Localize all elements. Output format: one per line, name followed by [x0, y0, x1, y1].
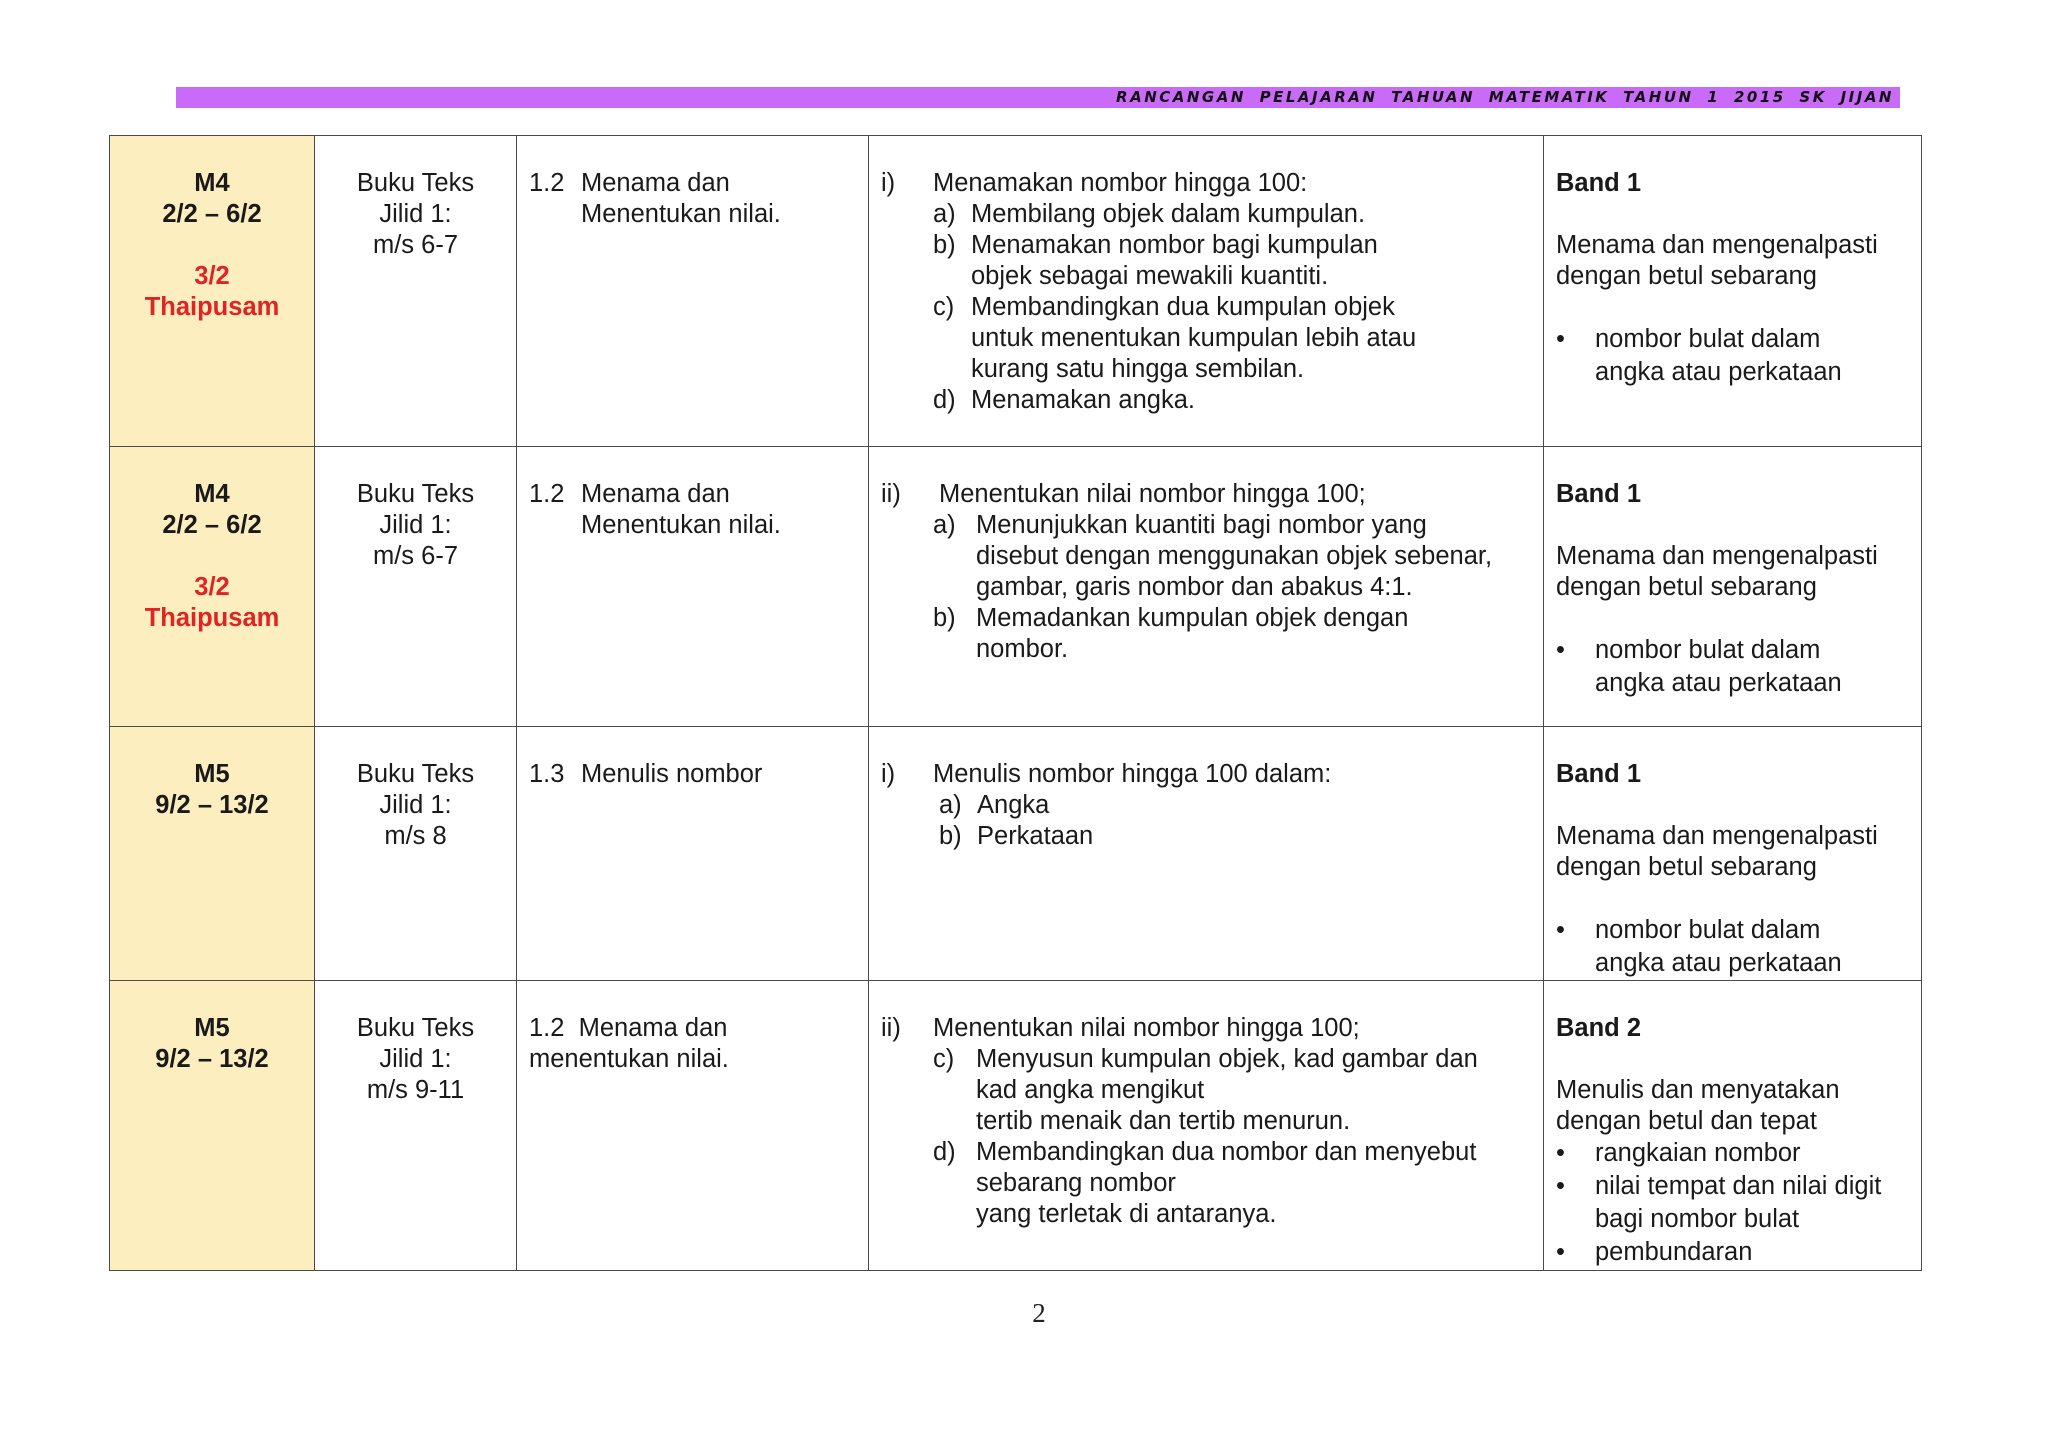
objective-cell	[869, 981, 1544, 1271]
week-dates: 2/2 – 6/2	[162, 511, 262, 539]
band-cell	[1544, 136, 1922, 447]
objective-letter: a)	[939, 791, 962, 819]
book-line: m/s 8	[384, 822, 447, 850]
objective-cell	[869, 727, 1544, 981]
bullet-icon: •	[1556, 916, 1565, 944]
standard-line: Menama dan	[581, 169, 730, 197]
book-line: Buku Teks	[356, 1014, 475, 1042]
objective-line: Menamakan angka.	[971, 386, 1195, 414]
objective-line: Membilang objek dalam kumpulan.	[971, 200, 1366, 228]
table-row	[110, 727, 1922, 981]
standard-line: menentukan nilai.	[529, 1045, 729, 1073]
book-line: m/s 6-7	[372, 542, 459, 570]
band-bullet	[1556, 1170, 1909, 1236]
header-bar	[176, 87, 1900, 108]
bullet-icon: •	[1556, 1139, 1565, 1167]
week-dates: 9/2 – 13/2	[155, 1045, 269, 1073]
table-row	[110, 136, 1922, 447]
standard-number: 1.2	[529, 480, 565, 508]
objective-line: kad angka mengikut	[976, 1076, 1205, 1104]
objective-line: yang terletak di antaranya.	[976, 1200, 1277, 1228]
standard-line: Menama dan	[578, 1014, 728, 1042]
week-cell	[110, 447, 315, 727]
objective-title: Menulis nombor hingga 100 dalam:	[933, 760, 1332, 788]
objective-letter: b)	[939, 822, 962, 850]
standard-cell	[517, 447, 869, 727]
book-line: Jilid 1:	[379, 1045, 452, 1073]
band-description: dengan betul sebarang	[1556, 853, 1817, 881]
band-title: Band 2	[1556, 1014, 1642, 1042]
objective-line: Membandingkan dua nombor dan menyebut	[976, 1138, 1477, 1166]
objective-title: Menamakan nombor hingga 100:	[933, 169, 1308, 197]
band-bullet	[1556, 1236, 1909, 1269]
week-label: M4	[194, 169, 230, 197]
book-line: Jilid 1:	[379, 511, 452, 539]
objective-line: Perkataan	[977, 822, 1094, 850]
holiday-name: Thaipusam	[144, 293, 280, 321]
holiday-date: 3/2	[194, 573, 230, 601]
book-line: Jilid 1:	[379, 200, 452, 228]
book-cell	[315, 136, 517, 447]
band-bullet	[1556, 914, 1909, 980]
bullet-icon: •	[1556, 636, 1565, 664]
objective-item	[933, 1044, 1531, 1137]
book-line: Buku Teks	[356, 760, 475, 788]
band-cell	[1544, 727, 1922, 981]
objective-numeral: i)	[881, 760, 896, 788]
objective-item	[933, 199, 1531, 230]
standard-number: 1.2	[529, 1014, 565, 1042]
objective-line: Angka	[977, 791, 1050, 819]
band-bullet-line: bagi nombor bulat	[1595, 1205, 1800, 1233]
standard-line: Menentukan nilai.	[581, 200, 781, 228]
objective-line: untuk menentukan kumpulan lebih atau	[971, 324, 1417, 352]
standard-number: 1.2	[529, 169, 565, 197]
table-row	[110, 981, 1922, 1271]
page-number: 2	[1032, 1298, 1046, 1328]
book-line: Buku Teks	[356, 480, 475, 508]
book-line: Buku Teks	[356, 169, 475, 197]
objective-item	[933, 292, 1531, 385]
header-title: RANCANGAN PELAJARAN TAHUAN MATEMATIK TAHUN 1 2015 SK JIJAN	[1116, 88, 1894, 106]
objective-cell	[869, 447, 1544, 727]
objective-title: Menentukan nilai nombor hingga 100;	[939, 480, 1366, 508]
objective-item	[933, 230, 1531, 292]
week-cell	[110, 981, 315, 1271]
objective-item	[933, 510, 1531, 603]
band-description: Menulis dan menyatakan	[1556, 1076, 1840, 1104]
band-title: Band 1	[1556, 169, 1642, 197]
objective-item	[933, 1137, 1531, 1230]
week-dates: 9/2 – 13/2	[155, 791, 269, 819]
band-bullet-line: nilai tempat dan nilai digit	[1595, 1172, 1882, 1200]
objective-title: Menentukan nilai nombor hingga 100;	[933, 1014, 1360, 1042]
book-line: m/s 9-11	[366, 1076, 465, 1104]
objective-line: sebarang nombor	[976, 1169, 1176, 1197]
band-bullet-line: angka atau perkataan	[1595, 358, 1842, 386]
band-description: dengan betul sebarang	[1556, 262, 1817, 290]
standard-cell	[517, 136, 869, 447]
objective-cell	[869, 136, 1544, 447]
week-label: M5	[194, 760, 230, 788]
objective-letter: b)	[933, 604, 956, 632]
band-description: Menama dan mengenalpasti	[1556, 542, 1878, 570]
band-title: Band 1	[1556, 480, 1642, 508]
objective-letter: d)	[933, 386, 956, 414]
band-bullet-line: nombor bulat dalam	[1595, 325, 1821, 353]
band-description: Menama dan mengenalpasti	[1556, 822, 1878, 850]
band-bullet-line: nombor bulat dalam	[1595, 636, 1821, 664]
band-cell	[1544, 447, 1922, 727]
band-bullet	[1556, 323, 1909, 389]
objective-line: Membandingkan dua kumpulan objek	[971, 293, 1395, 321]
book-cell	[315, 981, 517, 1271]
bullet-icon: •	[1556, 1172, 1565, 1200]
objective-item	[939, 821, 1531, 852]
table-row	[110, 447, 1922, 727]
band-bullet-line: angka atau perkataan	[1595, 949, 1842, 977]
standard-cell	[517, 981, 869, 1271]
objective-line: nombor.	[976, 635, 1069, 663]
objective-numeral: ii)	[881, 480, 901, 508]
week-label: M5	[194, 1014, 230, 1042]
lesson-plan-table	[109, 135, 1922, 1271]
objective-item	[933, 603, 1531, 665]
standard-line: Menama dan	[581, 480, 730, 508]
bullet-icon: •	[1556, 1238, 1565, 1266]
book-line: Jilid 1:	[379, 791, 452, 819]
band-description: dengan betul dan tepat	[1556, 1107, 1817, 1135]
bullet-icon: •	[1556, 325, 1565, 353]
objective-line: tertib menaik dan tertib menurun.	[976, 1107, 1351, 1135]
book-line: m/s 6-7	[372, 231, 459, 259]
band-bullet-line: pembundaran	[1595, 1238, 1753, 1266]
band-bullet-line: rangkaian nombor	[1595, 1139, 1801, 1167]
week-label: M4	[194, 480, 230, 508]
objective-letter: d)	[933, 1138, 956, 1166]
band-bullet	[1556, 634, 1909, 700]
week-cell	[110, 727, 315, 981]
objective-letter: c)	[933, 1045, 955, 1073]
objective-line: disebut dengan menggunakan objek sebenar,	[976, 542, 1493, 570]
objective-item	[933, 385, 1531, 416]
objective-numeral: i)	[881, 169, 896, 197]
objective-line: Menamakan nombor bagi kumpulan	[971, 231, 1378, 259]
holiday-name: Thaipusam	[144, 604, 280, 632]
band-bullet-line: angka atau perkataan	[1595, 669, 1842, 697]
objective-line: objek sebagai mewakili kuantiti.	[971, 262, 1329, 290]
band-description: dengan betul sebarang	[1556, 573, 1817, 601]
objective-line: kurang satu hingga sembilan.	[971, 355, 1305, 383]
week-cell	[110, 136, 315, 447]
objective-line: Memadankan kumpulan objek dengan	[976, 604, 1409, 632]
objective-letter: a)	[933, 511, 956, 539]
band-bullet	[1556, 1137, 1909, 1170]
objective-line: gambar, garis nombor dan abakus 4:1.	[976, 573, 1413, 601]
standard-line: Menentukan nilai.	[581, 511, 781, 539]
holiday-date: 3/2	[194, 262, 230, 290]
objective-letter: a)	[933, 200, 956, 228]
objective-letter: c)	[933, 293, 955, 321]
standard-line	[529, 1013, 856, 1044]
band-title: Band 1	[1556, 760, 1642, 788]
objective-line: Menunjukkan kuantiti bagi nombor yang	[976, 511, 1427, 539]
band-cell	[1544, 981, 1922, 1271]
objective-item	[939, 790, 1531, 821]
band-description: Menama dan mengenalpasti	[1556, 231, 1878, 259]
objective-line: Menyusun kumpulan objek, kad gambar dan	[976, 1045, 1478, 1073]
band-bullet-line: nombor bulat dalam	[1595, 916, 1821, 944]
objective-letter: b)	[933, 231, 956, 259]
week-dates: 2/2 – 6/2	[162, 200, 262, 228]
objective-numeral: ii)	[881, 1014, 901, 1042]
standard-number: 1.3	[529, 760, 565, 788]
book-cell	[315, 727, 517, 981]
standard-line: Menulis nombor	[581, 760, 763, 788]
standard-cell	[517, 727, 869, 981]
book-cell	[315, 447, 517, 727]
